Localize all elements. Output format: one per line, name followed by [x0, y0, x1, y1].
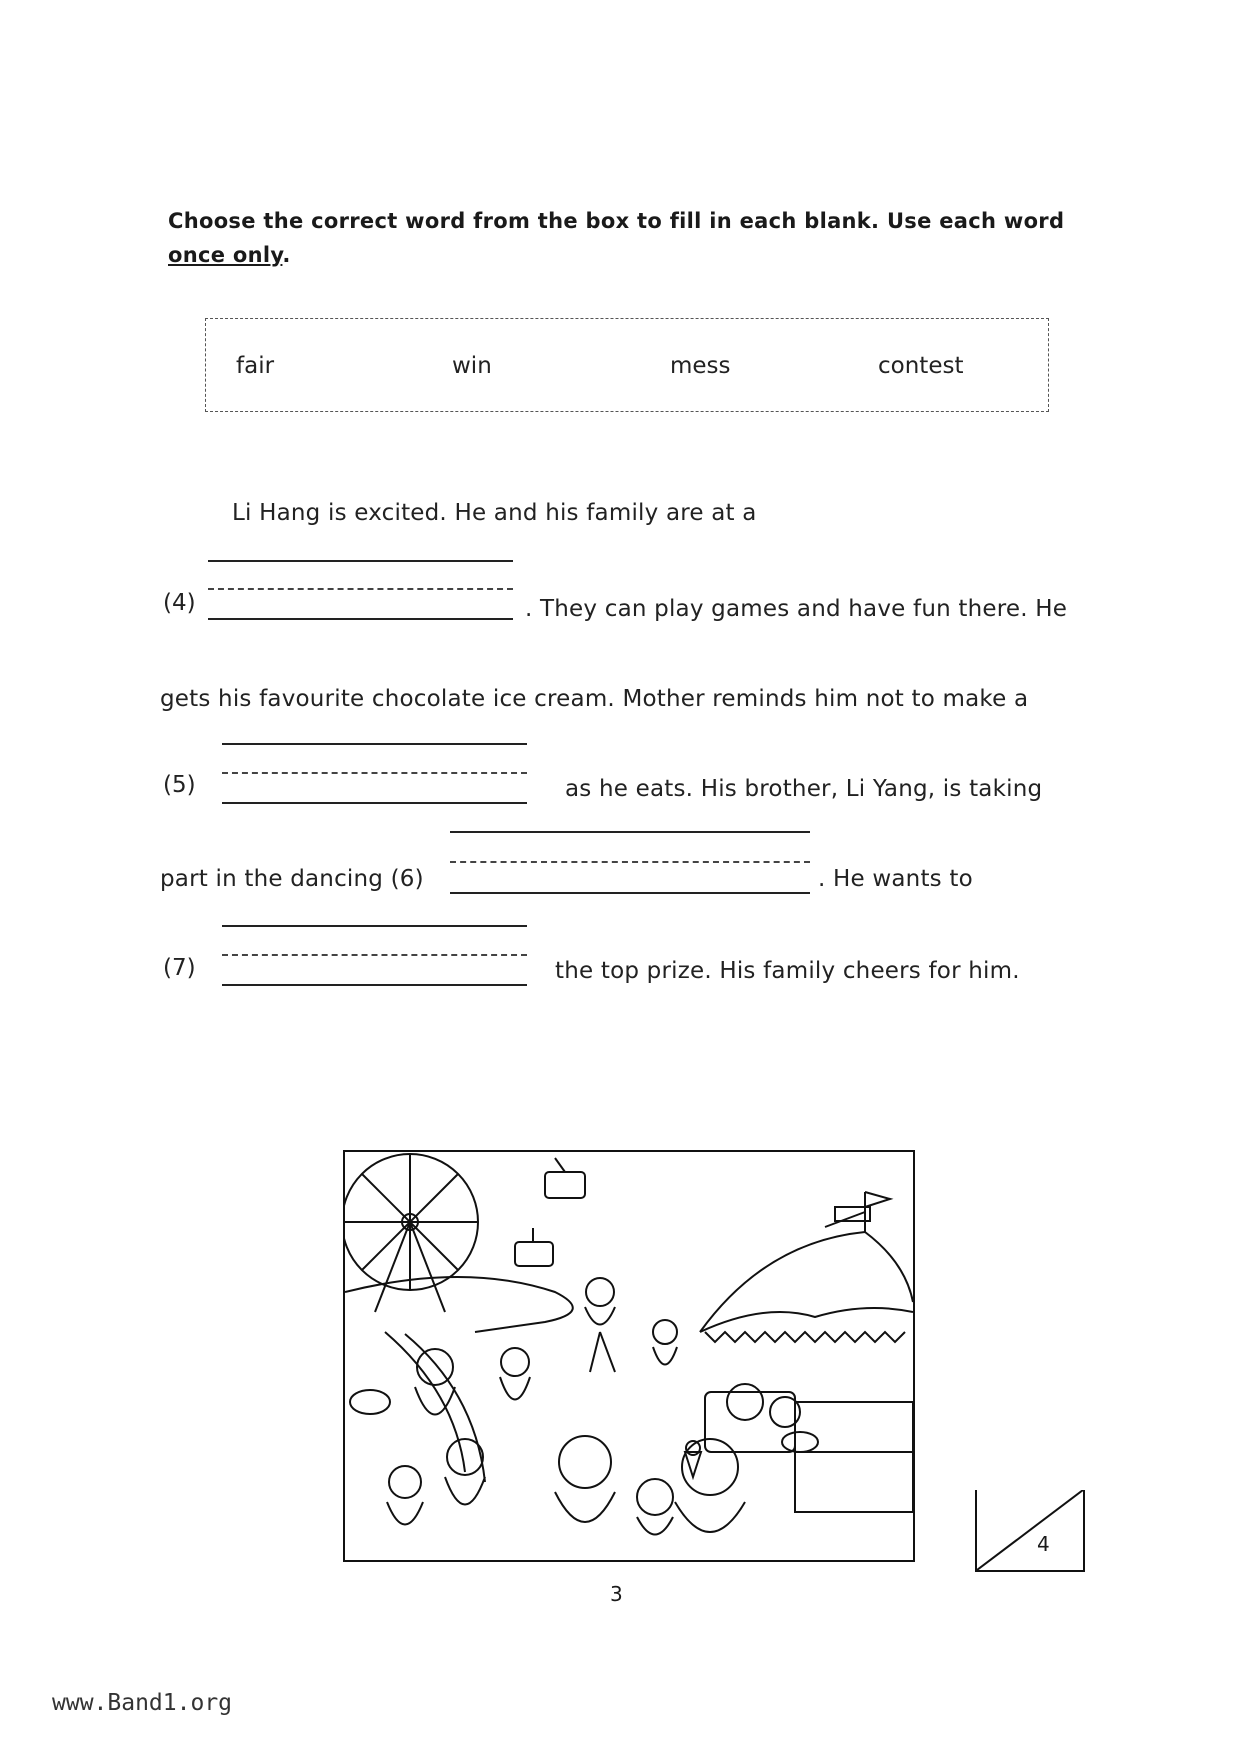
blank-6-answer-line[interactable] — [450, 892, 810, 894]
blank-5-guide-top — [222, 743, 527, 745]
blank-4-dashed — [208, 588, 513, 590]
blank-6-dashed — [450, 861, 810, 863]
blank-7-guide-top — [222, 925, 527, 927]
instruction-text — [168, 204, 1080, 272]
word-mess: mess — [670, 353, 731, 379]
story-line-6: the top prize. His family cheers for him. — [555, 958, 1020, 984]
story-line-1: Li Hang is excited. He and his family are at a — [232, 500, 757, 526]
score-box — [975, 1490, 1085, 1572]
story-line-5: part in the dancing (6) — [160, 866, 424, 892]
page-number: 3 — [610, 1582, 623, 1606]
question-4-label: (4) — [163, 590, 196, 616]
word-win: win — [452, 353, 492, 379]
blank-5-dashed — [222, 772, 527, 774]
score-box-diagonal — [977, 1490, 1083, 1570]
story-line-3: gets his favourite chocolate ice cream. Mother reminds him not to make a — [160, 686, 1029, 712]
question-7-label: (7) — [163, 955, 196, 981]
blank-7-answer-line[interactable] — [222, 984, 527, 986]
instruction-underlined: once only — [168, 243, 283, 267]
fair-illustration — [343, 1150, 915, 1562]
score-value: 4 — [1037, 1532, 1050, 1556]
instruction-end: . — [282, 243, 291, 267]
blank-7-dashed — [222, 954, 527, 956]
story-line-4: as he eats. His brother, Li Yang, is taking — [565, 776, 1043, 802]
blank-4-guide-top — [208, 560, 513, 562]
blank-6-guide-top — [450, 831, 810, 833]
blank-5-answer-line[interactable] — [222, 802, 527, 804]
story-line-5-end: . He wants to — [818, 866, 973, 892]
footer-url[interactable]: www.Band1.org — [52, 1690, 233, 1716]
word-fair: fair — [236, 353, 275, 379]
question-5-label: (5) — [163, 772, 196, 798]
instruction-main: Choose the correct word from the box to fill in each blank. Use each word — [168, 209, 1065, 233]
word-contest: contest — [878, 353, 964, 379]
fair-scene-drawing — [345, 1152, 913, 1560]
blank-4-answer-line[interactable] — [208, 618, 513, 620]
story-line-2: . They can play games and have fun there. He — [525, 596, 1068, 622]
word-box — [205, 318, 1049, 412]
